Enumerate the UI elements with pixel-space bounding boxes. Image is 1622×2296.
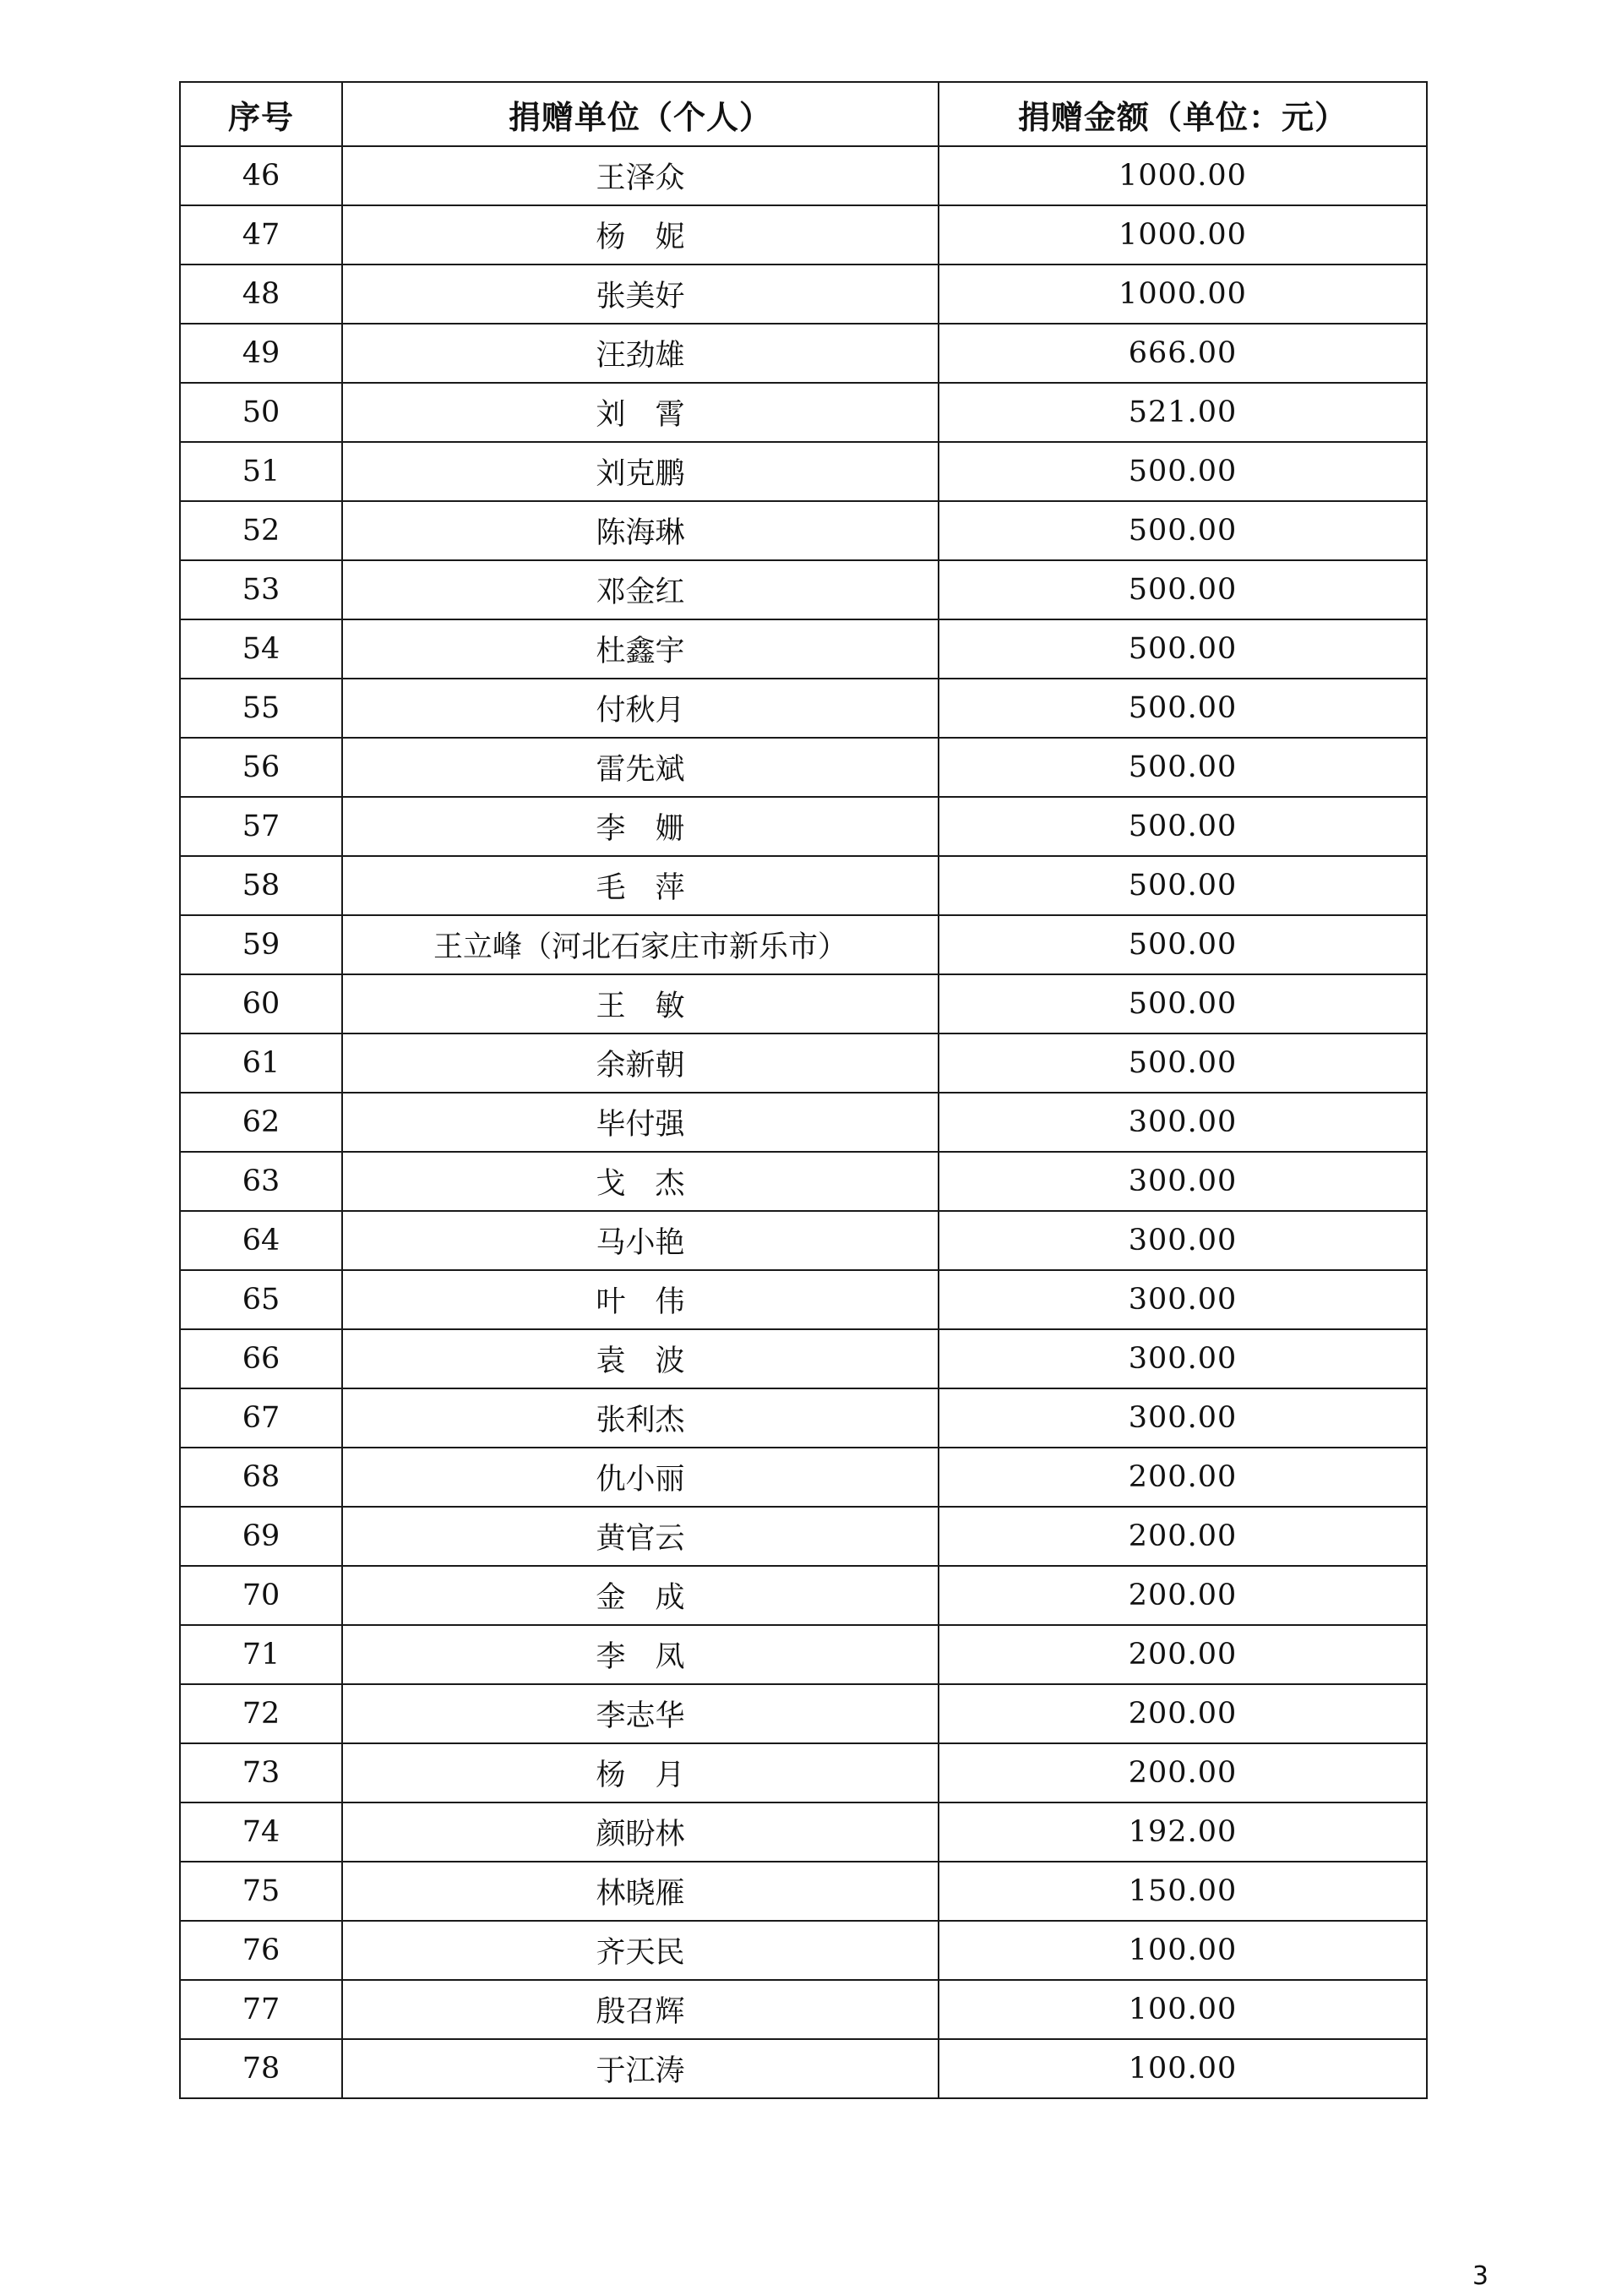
- table-row: [180, 442, 1427, 501]
- table-row: [180, 1802, 1427, 1862]
- table-row: [180, 1270, 1427, 1329]
- row-amount-cell: 521.00: [939, 383, 1427, 442]
- donation-table: [179, 81, 1428, 2099]
- row-seq-cell: 53: [180, 560, 342, 619]
- row-donor-cell: 戈 杰: [342, 1152, 939, 1211]
- table-row: [180, 1980, 1427, 2039]
- row-amount-cell: 500.00: [939, 797, 1427, 856]
- table-row: [180, 1743, 1427, 1802]
- row-donor-cell: 杜鑫宇: [342, 619, 939, 679]
- row-seq-cell: 58: [180, 856, 342, 915]
- row-amount-cell: 300.00: [939, 1211, 1427, 1270]
- row-amount-cell: 500.00: [939, 501, 1427, 560]
- page-number: 3: [1472, 2261, 1489, 2291]
- row-amount-cell: 500.00: [939, 1033, 1427, 1093]
- table-row: [180, 1684, 1427, 1743]
- table-row: [180, 856, 1427, 915]
- row-amount-cell: 300.00: [939, 1329, 1427, 1388]
- row-donor-cell: 殷召辉: [342, 1980, 939, 2039]
- row-amount-cell: 200.00: [939, 1507, 1427, 1566]
- row-donor-cell: 雷先斌: [342, 738, 939, 797]
- row-donor-cell: 黄官云: [342, 1507, 939, 1566]
- table-row: [180, 797, 1427, 856]
- row-amount-cell: 500.00: [939, 560, 1427, 619]
- row-amount-cell: 200.00: [939, 1448, 1427, 1507]
- row-seq-cell: 78: [180, 2039, 342, 2098]
- header-donor: 捐赠单位（个人）: [342, 82, 939, 146]
- table-row: [180, 1921, 1427, 1980]
- row-donor-cell: 张美好: [342, 265, 939, 324]
- table-row: [180, 1211, 1427, 1270]
- row-donor-cell: 毕付强: [342, 1093, 939, 1152]
- table-row: [180, 619, 1427, 679]
- row-seq-cell: 66: [180, 1329, 342, 1388]
- header-row: [180, 82, 1427, 146]
- table-row: [180, 915, 1427, 974]
- row-donor-cell: 袁 波: [342, 1329, 939, 1388]
- row-seq-cell: 52: [180, 501, 342, 560]
- table-row: [180, 738, 1427, 797]
- row-amount-cell: 500.00: [939, 974, 1427, 1033]
- row-seq-cell: 47: [180, 205, 342, 265]
- table-row: [180, 560, 1427, 619]
- row-seq-cell: 75: [180, 1862, 342, 1921]
- row-seq-cell: 48: [180, 265, 342, 324]
- row-donor-cell: 汪劲雄: [342, 324, 939, 383]
- row-donor-cell: 刘克鹏: [342, 442, 939, 501]
- row-seq-cell: 51: [180, 442, 342, 501]
- row-donor-cell: 余新朝: [342, 1033, 939, 1093]
- row-donor-cell: 陈海琳: [342, 501, 939, 560]
- row-amount-cell: 666.00: [939, 324, 1427, 383]
- row-seq-cell: 57: [180, 797, 342, 856]
- row-seq-cell: 55: [180, 679, 342, 738]
- row-seq-cell: 69: [180, 1507, 342, 1566]
- row-donor-cell: 颜盼林: [342, 1802, 939, 1862]
- row-donor-cell: 杨 月: [342, 1743, 939, 1802]
- row-amount-cell: 1000.00: [939, 205, 1427, 265]
- row-amount-cell: 500.00: [939, 856, 1427, 915]
- row-donor-cell: 李 凤: [342, 1625, 939, 1684]
- row-amount-cell: 200.00: [939, 1566, 1427, 1625]
- row-donor-cell: 王泽众: [342, 146, 939, 205]
- table-row: [180, 501, 1427, 560]
- table-row: [180, 1093, 1427, 1152]
- row-amount-cell: 200.00: [939, 1625, 1427, 1684]
- row-amount-cell: 200.00: [939, 1743, 1427, 1802]
- table-header: [180, 82, 1427, 146]
- table-row: [180, 146, 1427, 205]
- row-donor-cell: 齐天民: [342, 1921, 939, 1980]
- row-seq-cell: 64: [180, 1211, 342, 1270]
- table-row: [180, 1388, 1427, 1448]
- table-row: [180, 265, 1427, 324]
- row-amount-cell: 192.00: [939, 1802, 1427, 1862]
- row-seq-cell: 56: [180, 738, 342, 797]
- row-donor-cell: 叶 伟: [342, 1270, 939, 1329]
- row-seq-cell: 62: [180, 1093, 342, 1152]
- row-amount-cell: 1000.00: [939, 146, 1427, 205]
- table-row: [180, 1625, 1427, 1684]
- row-donor-cell: 杨 妮: [342, 205, 939, 265]
- row-seq-cell: 70: [180, 1566, 342, 1625]
- row-seq-cell: 46: [180, 146, 342, 205]
- row-donor-cell: 于江涛: [342, 2039, 939, 2098]
- table-row: [180, 205, 1427, 265]
- row-amount-cell: 100.00: [939, 1921, 1427, 1980]
- table-row: [180, 1448, 1427, 1507]
- row-donor-cell: 王立峰（河北石家庄市新乐市）: [342, 915, 939, 974]
- row-donor-cell: 刘 霄: [342, 383, 939, 442]
- table-row: [180, 1033, 1427, 1093]
- header-seq: 序号: [180, 82, 342, 146]
- row-amount-cell: 300.00: [939, 1388, 1427, 1448]
- row-amount-cell: 100.00: [939, 2039, 1427, 2098]
- row-seq-cell: 71: [180, 1625, 342, 1684]
- row-amount-cell: 100.00: [939, 1980, 1427, 2039]
- row-seq-cell: 54: [180, 619, 342, 679]
- table-row: [180, 324, 1427, 383]
- row-amount-cell: 200.00: [939, 1684, 1427, 1743]
- table-row: [180, 1566, 1427, 1625]
- row-amount-cell: 500.00: [939, 738, 1427, 797]
- row-donor-cell: 张利杰: [342, 1388, 939, 1448]
- row-amount-cell: 300.00: [939, 1093, 1427, 1152]
- row-donor-cell: 金 成: [342, 1566, 939, 1625]
- row-amount-cell: 150.00: [939, 1862, 1427, 1921]
- row-donor-cell: 仇小丽: [342, 1448, 939, 1507]
- table-row: [180, 974, 1427, 1033]
- table-body: [180, 146, 1427, 2098]
- row-amount-cell: 300.00: [939, 1152, 1427, 1211]
- row-seq-cell: 73: [180, 1743, 342, 1802]
- row-donor-cell: 毛 萍: [342, 856, 939, 915]
- row-seq-cell: 50: [180, 383, 342, 442]
- table-row: [180, 1507, 1427, 1566]
- row-amount-cell: 500.00: [939, 442, 1427, 501]
- row-donor-cell: 王 敏: [342, 974, 939, 1033]
- row-amount-cell: 300.00: [939, 1270, 1427, 1329]
- row-seq-cell: 61: [180, 1033, 342, 1093]
- row-seq-cell: 68: [180, 1448, 342, 1507]
- row-seq-cell: 60: [180, 974, 342, 1033]
- table-row: [180, 1152, 1427, 1211]
- row-seq-cell: 65: [180, 1270, 342, 1329]
- row-seq-cell: 59: [180, 915, 342, 974]
- table-row: [180, 383, 1427, 442]
- row-amount-cell: 1000.00: [939, 265, 1427, 324]
- row-seq-cell: 74: [180, 1802, 342, 1862]
- row-donor-cell: 李志华: [342, 1684, 939, 1743]
- row-seq-cell: 67: [180, 1388, 342, 1448]
- header-amount: 捐赠金额（单位：元）: [939, 82, 1427, 146]
- row-seq-cell: 77: [180, 1980, 342, 2039]
- row-donor-cell: 林晓雁: [342, 1862, 939, 1921]
- table-row: [180, 1329, 1427, 1388]
- table-row: [180, 1862, 1427, 1921]
- table-row: [180, 2039, 1427, 2098]
- row-donor-cell: 邓金红: [342, 560, 939, 619]
- row-donor-cell: 李 姗: [342, 797, 939, 856]
- row-seq-cell: 76: [180, 1921, 342, 1980]
- row-donor-cell: 付秋月: [342, 679, 939, 738]
- row-amount-cell: 500.00: [939, 915, 1427, 974]
- row-seq-cell: 63: [180, 1152, 342, 1211]
- row-seq-cell: 72: [180, 1684, 342, 1743]
- row-amount-cell: 500.00: [939, 679, 1427, 738]
- table-row: [180, 679, 1427, 738]
- row-amount-cell: 500.00: [939, 619, 1427, 679]
- row-donor-cell: 马小艳: [342, 1211, 939, 1270]
- row-seq-cell: 49: [180, 324, 342, 383]
